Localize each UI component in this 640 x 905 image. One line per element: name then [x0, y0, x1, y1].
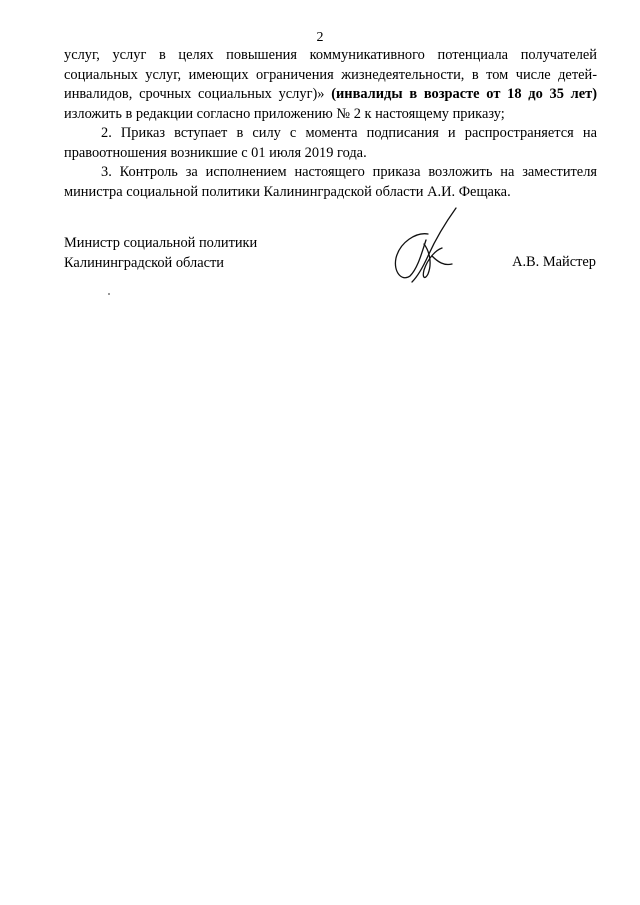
paragraph-1-line-4: изложить в редакции согласно приложению № 2 к настоящему приказу;	[64, 105, 505, 122]
scan-speck	[108, 293, 110, 295]
page-number: 2	[316, 30, 324, 45]
paragraph-2: 2. Приказ вступает в силу с момента подписания и распространяется на правоотношения возникшие с 01 июля 2019 года.	[64, 125, 597, 161]
paragraph-1-line-2: социальных услуг, имеющих ограничения жизнедеятельности, в том числе детей-	[64, 66, 597, 83]
signer-title	[64, 234, 257, 273]
signer-name: А.В. Майстер	[512, 254, 596, 270]
paragraph-3: 3. Контроль за исполнением настоящего приказа возложить на заместителя министра социальной политики Калининградской области А.И. Фещака.	[64, 164, 597, 200]
document-body	[64, 46, 597, 202]
handwritten-signature	[388, 204, 468, 286]
paragraph-1-line-3-text: инвалидов, срочных социальных услуг)»	[64, 86, 332, 102]
signer-title-line-2: Калининградской области	[64, 254, 224, 271]
paragraph-1	[64, 46, 597, 124]
signer-title-line-1: Министр социальной политики	[64, 235, 258, 251]
paragraph-1-line-3	[64, 85, 597, 105]
age-range-note: (инвалиды в возрасте от 18 до 35 лет)	[331, 86, 597, 102]
paragraph-1-line-1: услуг, услуг в целях повышения коммуникативного потенциала получателей	[64, 47, 597, 63]
